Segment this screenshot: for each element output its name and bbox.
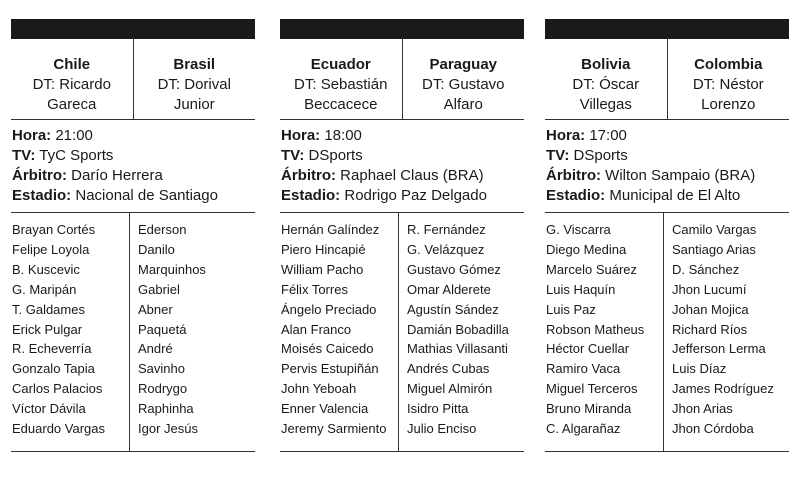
player-name: Diego Medina <box>546 241 627 257</box>
info-tv <box>546 146 789 166</box>
match-info <box>11 120 255 213</box>
player-name: Ángelo Preciado <box>281 301 377 317</box>
lineups <box>11 213 255 452</box>
player-name: Julio Enciso <box>407 421 477 437</box>
header-bar <box>280 19 524 39</box>
player-name: Enner Valencia <box>281 401 369 417</box>
player-name: G. Velázquez <box>407 241 485 257</box>
player-name: Savinho <box>138 361 185 377</box>
header-bar <box>545 19 789 39</box>
player-name: Gustavo Gómez <box>407 261 501 277</box>
player-name: Richard Ríos <box>672 321 748 337</box>
info-tv <box>281 146 524 166</box>
player-name: Igor Jesús <box>138 421 198 437</box>
hora-label: Hora: <box>546 127 586 144</box>
hora-label: Hora: <box>281 127 321 144</box>
player-name: Raphinha <box>138 401 194 417</box>
estadio-label: Estadio: <box>281 187 341 204</box>
estadio-value: Municipal de El Alto <box>609 187 741 204</box>
player-name: William Pacho <box>281 261 364 277</box>
player-name: Félix Torres <box>281 281 348 297</box>
away-coach-line2: Junior <box>173 96 215 113</box>
match-card <box>545 19 789 452</box>
away-team <box>133 39 256 119</box>
away-coach-line2: Alfaro <box>443 96 483 113</box>
teams-row <box>545 39 789 120</box>
player-name: Gabriel <box>138 281 180 297</box>
arbitro-value: Darío Herrera <box>71 167 163 184</box>
player-name: Miguel Almirón <box>407 381 493 397</box>
home-team <box>280 39 402 119</box>
player-name: G. Viscarra <box>546 222 611 237</box>
player-name: Marquinhos <box>138 261 206 277</box>
tv-label: TV: <box>546 147 570 164</box>
away-team-name: Brasil <box>173 56 216 73</box>
player-name: Luis Díaz <box>672 361 727 377</box>
player-name: Jefferson Lerma <box>672 341 766 357</box>
home-lineup <box>280 213 398 451</box>
player-name: Brayan Cortés <box>12 222 96 237</box>
lineups <box>545 213 789 452</box>
player-name: Jhon Lucumí <box>672 281 747 297</box>
match-info <box>280 120 524 213</box>
player-name: B. Kuscevic <box>12 261 80 277</box>
player-name: Damián Bobadilla <box>407 321 509 337</box>
hora-value: 21:00 <box>55 127 93 144</box>
player-name: Marcelo Suárez <box>546 261 638 277</box>
lineups <box>280 213 524 452</box>
home-team-name: Ecuador <box>310 56 371 73</box>
player-name: Andrés Cubas <box>407 361 490 377</box>
player-name: Ramiro Vaca <box>546 361 621 377</box>
player-name: Alan Franco <box>281 321 352 337</box>
tv-value: DSports <box>308 147 363 164</box>
arbitro-value: Raphael Claus (BRA) <box>340 167 484 184</box>
player-name: Robson Matheus <box>546 321 645 337</box>
info-arbitro <box>546 166 789 186</box>
header-bar <box>11 19 255 39</box>
home-team-name: Bolivia <box>581 56 631 73</box>
tv-value: TyC Sports <box>39 147 114 164</box>
home-coach-line1: DT: Óscar <box>572 76 640 93</box>
player-name: John Yeboah <box>281 381 357 397</box>
info-hora <box>281 126 524 146</box>
teams-row <box>11 39 255 120</box>
match-info <box>545 120 789 213</box>
info-arbitro <box>281 166 524 186</box>
estadio-value: Rodrigo Paz Delgado <box>344 187 487 204</box>
home-lineup <box>11 213 129 451</box>
player-name: Carlos Palacios <box>12 381 103 397</box>
player-name: Víctor Dávila <box>12 401 86 417</box>
player-name: Jeremy Sarmiento <box>281 421 387 437</box>
tv-label: TV: <box>281 147 305 164</box>
home-coach-line2: Gareca <box>47 96 97 113</box>
away-lineup <box>398 213 524 451</box>
info-tv <box>12 146 255 166</box>
player-name: André <box>138 341 173 357</box>
arbitro-label: Árbitro: <box>546 167 601 184</box>
tv-label: TV: <box>12 147 36 164</box>
player-name: Johan Mojica <box>672 301 749 317</box>
player-name: Eduardo Vargas <box>12 421 105 437</box>
player-name: James Rodríguez <box>672 381 774 397</box>
estadio-value: Nacional de Santiago <box>75 187 218 204</box>
player-name: Jhon Arias <box>672 401 733 417</box>
player-name: Santiago Arias <box>672 241 756 257</box>
player-name: T. Galdames <box>12 301 85 317</box>
away-team-name: Colombia <box>694 56 763 73</box>
info-estadio <box>281 186 524 206</box>
player-name: Luis Haquín <box>546 281 616 297</box>
match-card <box>280 19 524 452</box>
estadio-label: Estadio: <box>546 187 606 204</box>
teams-row <box>280 39 524 120</box>
away-coach-line2: Lorenzo <box>701 96 756 113</box>
away-coach-line1: DT: Dorival <box>157 76 231 93</box>
away-lineup <box>129 213 255 451</box>
player-name: Gonzalo Tapia <box>12 361 95 377</box>
tv-value: DSports <box>573 147 628 164</box>
away-team <box>402 39 525 119</box>
home-team <box>545 39 667 119</box>
away-team <box>667 39 790 119</box>
player-name: D. Sánchez <box>672 261 740 277</box>
player-name: Rodrygo <box>138 381 188 397</box>
away-coach-line1: DT: Néstor <box>692 76 764 93</box>
player-name: Piero Hincapié <box>281 241 366 257</box>
info-estadio <box>12 186 255 206</box>
player-name: Paquetá <box>138 321 187 337</box>
player-name: Danilo <box>138 241 175 257</box>
arbitro-value: Wilton Sampaio (BRA) <box>605 167 756 184</box>
home-coach-line1: DT: Ricardo <box>32 76 111 93</box>
player-name: Isidro Pitta <box>407 401 469 417</box>
player-name: Hernán Galíndez <box>281 222 380 237</box>
player-name: Abner <box>138 301 173 317</box>
player-name: R. Echeverría <box>12 341 92 357</box>
player-name: Erick Pulgar <box>12 321 83 337</box>
player-name: Miguel Terceros <box>546 381 638 397</box>
away-team-name: Paraguay <box>429 56 498 73</box>
hora-label: Hora: <box>12 127 52 144</box>
away-lineup <box>663 213 789 451</box>
player-name: Héctor Cuellar <box>546 341 630 357</box>
player-name: Camilo Vargas <box>672 222 757 237</box>
arbitro-label: Árbitro: <box>281 167 336 184</box>
player-name: Mathias Villasanti <box>407 341 508 357</box>
match-card <box>11 19 255 452</box>
player-name: Jhon Córdoba <box>672 421 754 437</box>
info-hora <box>12 126 255 146</box>
hora-value: 17:00 <box>589 127 627 144</box>
player-name: G. Maripán <box>12 281 77 297</box>
home-coach-line1: DT: Sebastián <box>294 76 388 93</box>
home-coach-line2: Villegas <box>579 96 632 113</box>
player-name: C. Algarañaz <box>546 421 621 437</box>
home-team-name: Chile <box>53 56 91 73</box>
away-coach-line1: DT: Gustavo <box>421 76 505 93</box>
player-name: R. Fernández <box>407 222 486 237</box>
player-name: Ederson <box>138 222 187 237</box>
home-coach-line2: Beccacece <box>304 96 378 113</box>
estadio-label: Estadio: <box>12 187 72 204</box>
player-name: Agustín Sández <box>407 301 499 317</box>
home-lineup <box>545 213 663 451</box>
player-name: Bruno Miranda <box>546 401 632 417</box>
player-name: Luis Paz <box>546 301 596 317</box>
home-team <box>11 39 133 119</box>
info-hora <box>546 126 789 146</box>
arbitro-label: Árbitro: <box>12 167 67 184</box>
info-estadio <box>546 186 789 206</box>
player-name: Pervis Estupiñán <box>281 361 379 377</box>
player-name: Omar Alderete <box>407 281 491 297</box>
hora-value: 18:00 <box>324 127 362 144</box>
player-name: Moisés Caicedo <box>281 341 374 357</box>
player-name: Felipe Loyola <box>12 241 90 257</box>
info-arbitro <box>12 166 255 186</box>
